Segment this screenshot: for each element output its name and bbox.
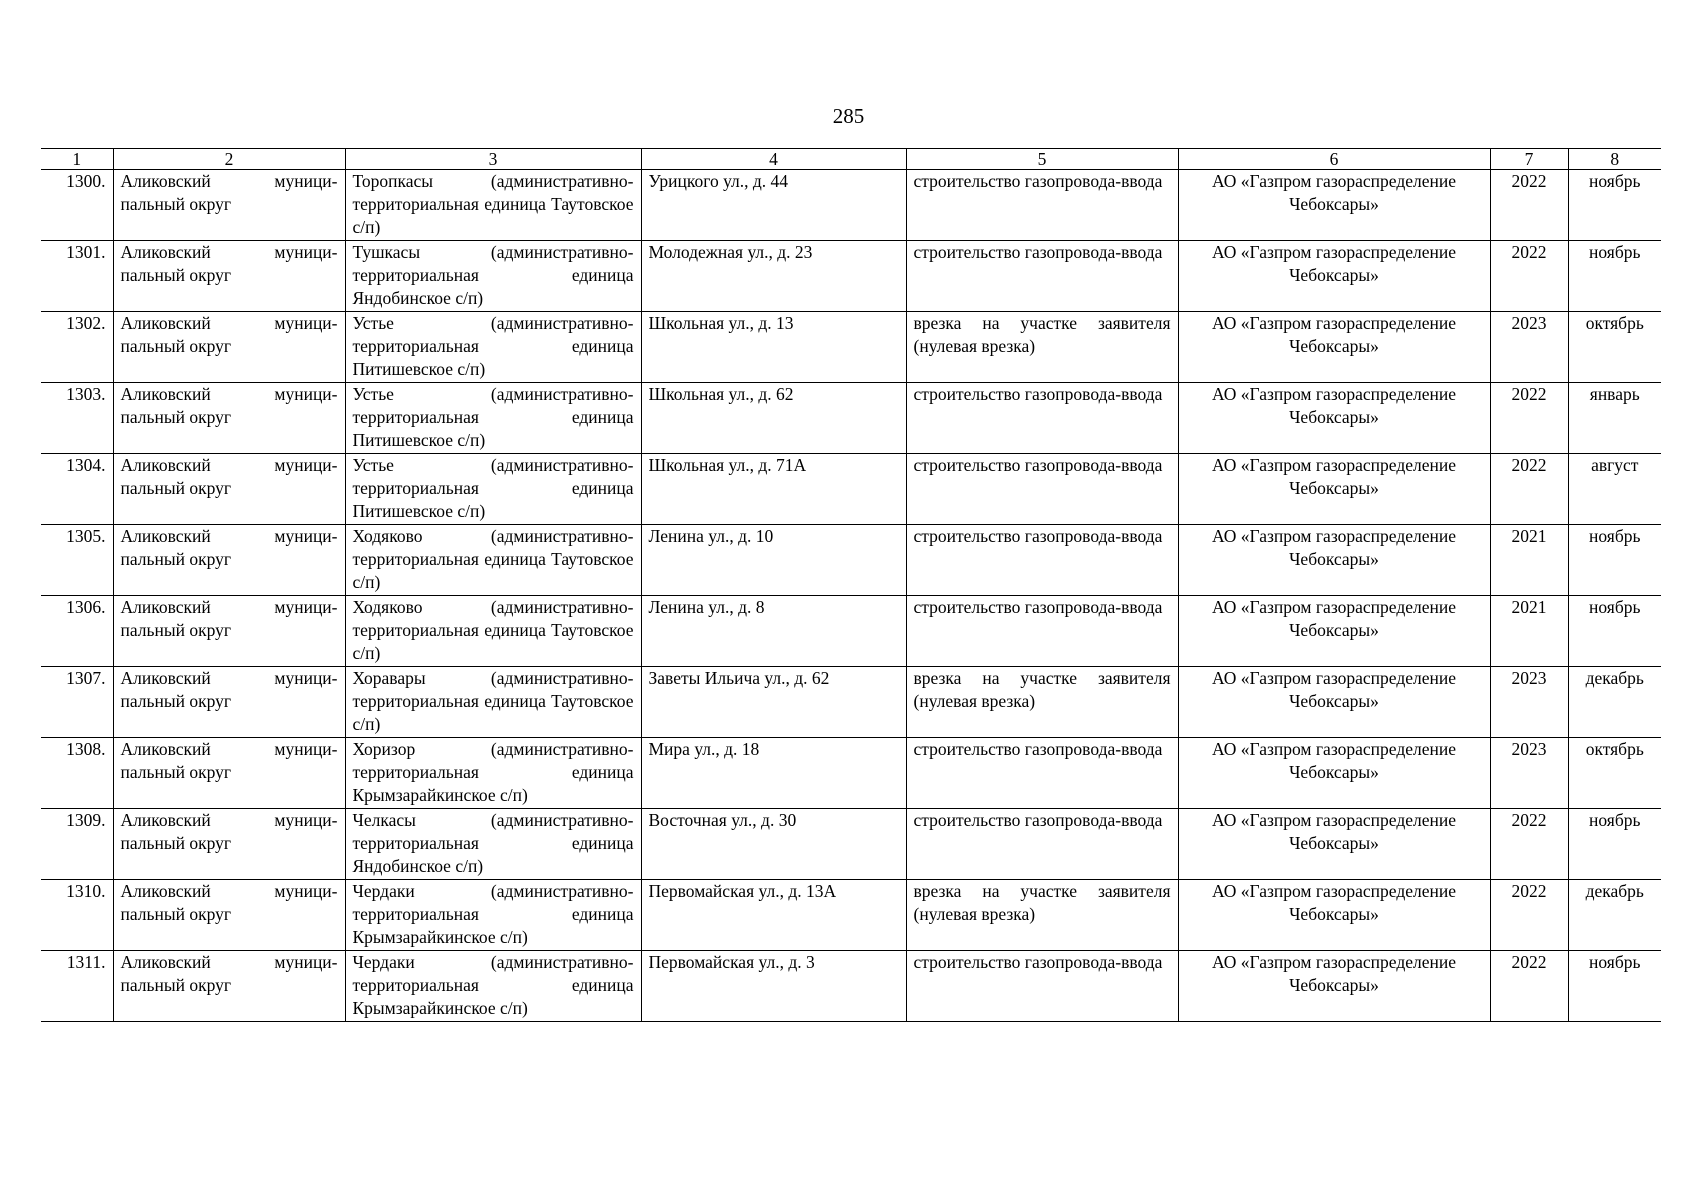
- row-number: 1305.: [41, 525, 113, 596]
- address-cell: Первомайская ул., д. 13А: [641, 880, 906, 951]
- organization-cell: АО «Газпром газораспределение Чебоксары»: [1178, 880, 1490, 951]
- gasification-table: [41, 148, 1661, 1022]
- district-cell: Аликовский муници-пальный округ: [113, 454, 345, 525]
- table-row: [41, 667, 1661, 738]
- year-cell: 2022: [1490, 880, 1568, 951]
- address-cell: Первомайская ул., д. 3: [641, 951, 906, 1022]
- work-type-cell: строительство газопровода-ввода: [906, 738, 1178, 809]
- table-row: [41, 596, 1661, 667]
- work-type-cell: строительство газопровода-ввода: [906, 596, 1178, 667]
- table-row: [41, 809, 1661, 880]
- organization-cell: АО «Газпром газораспределение Чебоксары»: [1178, 596, 1490, 667]
- address-cell: Урицкого ул., д. 44: [641, 170, 906, 241]
- month-cell: ноябрь: [1568, 951, 1661, 1022]
- district-cell: Аликовский муници-пальный округ: [113, 241, 345, 312]
- month-cell: декабрь: [1568, 667, 1661, 738]
- year-cell: 2022: [1490, 241, 1568, 312]
- organization-cell: АО «Газпром газораспределение Чебоксары»: [1178, 241, 1490, 312]
- organization-cell: АО «Газпром газораспределение Чебоксары»: [1178, 454, 1490, 525]
- settlement-cell: Хоризор (административно-территориальная единица Крымзарайкинское с/п): [345, 738, 641, 809]
- month-cell: октябрь: [1568, 738, 1661, 809]
- table-row: [41, 525, 1661, 596]
- address-cell: Ленина ул., д. 10: [641, 525, 906, 596]
- organization-cell: АО «Газпром газораспределение Чебоксары»: [1178, 170, 1490, 241]
- district-cell: Аликовский муници-пальный округ: [113, 170, 345, 241]
- address-cell: Ленина ул., д. 8: [641, 596, 906, 667]
- address-cell: Школьная ул., д. 13: [641, 312, 906, 383]
- year-cell: 2023: [1490, 312, 1568, 383]
- work-type-cell: врезка на участке заявителя (нулевая врезка): [906, 312, 1178, 383]
- organization-cell: АО «Газпром газораспределение Чебоксары»: [1178, 667, 1490, 738]
- address-cell: Мира ул., д. 18: [641, 738, 906, 809]
- month-cell: январь: [1568, 383, 1661, 454]
- organization-cell: АО «Газпром газораспределение Чебоксары»: [1178, 809, 1490, 880]
- column-header: 3: [345, 149, 641, 170]
- table-row: [41, 312, 1661, 383]
- settlement-cell: Торопкасы (административно-территориальная единица Таутовское с/п): [345, 170, 641, 241]
- table-row: [41, 454, 1661, 525]
- row-number: 1302.: [41, 312, 113, 383]
- column-header: 5: [906, 149, 1178, 170]
- year-cell: 2022: [1490, 454, 1568, 525]
- month-cell: ноябрь: [1568, 596, 1661, 667]
- work-type-cell: строительство газопровода-ввода: [906, 454, 1178, 525]
- settlement-cell: Чердаки (административно-территориальная единица Крымзарайкинское с/п): [345, 951, 641, 1022]
- month-cell: ноябрь: [1568, 525, 1661, 596]
- district-cell: Аликовский муници-пальный округ: [113, 738, 345, 809]
- organization-cell: АО «Газпром газораспределение Чебоксары»: [1178, 525, 1490, 596]
- organization-cell: АО «Газпром газораспределение Чебоксары»: [1178, 951, 1490, 1022]
- settlement-cell: Чердаки (административно-территориальная единица Крымзарайкинское с/п): [345, 880, 641, 951]
- work-type-cell: строительство газопровода-ввода: [906, 170, 1178, 241]
- table-row: [41, 738, 1661, 809]
- organization-cell: АО «Газпром газораспределение Чебоксары»: [1178, 738, 1490, 809]
- month-cell: декабрь: [1568, 880, 1661, 951]
- month-cell: ноябрь: [1568, 241, 1661, 312]
- district-cell: Аликовский муници-пальный округ: [113, 880, 345, 951]
- year-cell: 2021: [1490, 596, 1568, 667]
- column-header: 2: [113, 149, 345, 170]
- month-cell: ноябрь: [1568, 809, 1661, 880]
- column-numbers-row: [41, 149, 1661, 170]
- year-cell: 2023: [1490, 667, 1568, 738]
- row-number: 1311.: [41, 951, 113, 1022]
- row-number: 1310.: [41, 880, 113, 951]
- year-cell: 2021: [1490, 525, 1568, 596]
- district-cell: Аликовский муници-пальный округ: [113, 667, 345, 738]
- address-cell: Восточная ул., д. 30: [641, 809, 906, 880]
- year-cell: 2023: [1490, 738, 1568, 809]
- column-header: 1: [41, 149, 113, 170]
- year-cell: 2022: [1490, 170, 1568, 241]
- work-type-cell: строительство газопровода-ввода: [906, 525, 1178, 596]
- district-cell: Аликовский муници-пальный округ: [113, 383, 345, 454]
- row-number: 1303.: [41, 383, 113, 454]
- settlement-cell: Тушкасы (административно-территориальная единица Яндобинское с/п): [345, 241, 641, 312]
- work-type-cell: строительство газопровода-ввода: [906, 383, 1178, 454]
- row-number: 1304.: [41, 454, 113, 525]
- settlement-cell: Ходяково (административно-территориальная единица Таутовское с/п): [345, 525, 641, 596]
- year-cell: 2022: [1490, 951, 1568, 1022]
- column-header: 8: [1568, 149, 1661, 170]
- settlement-cell: Хоравары (административно-территориальная единица Таутовское с/п): [345, 667, 641, 738]
- year-cell: 2022: [1490, 809, 1568, 880]
- table-row: [41, 170, 1661, 241]
- settlement-cell: Челкасы (административно-территориальная единица Яндобинское с/п): [345, 809, 641, 880]
- district-cell: Аликовский муници-пальный округ: [113, 525, 345, 596]
- table-row: [41, 241, 1661, 312]
- organization-cell: АО «Газпром газораспределение Чебоксары»: [1178, 383, 1490, 454]
- table-row: [41, 880, 1661, 951]
- address-cell: Школьная ул., д. 62: [641, 383, 906, 454]
- row-number: 1308.: [41, 738, 113, 809]
- row-number: 1309.: [41, 809, 113, 880]
- month-cell: ноябрь: [1568, 170, 1661, 241]
- work-type-cell: строительство газопровода-ввода: [906, 241, 1178, 312]
- address-cell: Заветы Ильича ул., д. 62: [641, 667, 906, 738]
- table-row: [41, 951, 1661, 1022]
- address-cell: Молодежная ул., д. 23: [641, 241, 906, 312]
- district-cell: Аликовский муници-пальный округ: [113, 809, 345, 880]
- row-number: 1307.: [41, 667, 113, 738]
- district-cell: Аликовский муници-пальный округ: [113, 951, 345, 1022]
- column-header: 6: [1178, 149, 1490, 170]
- work-type-cell: врезка на участке заявителя (нулевая врезка): [906, 880, 1178, 951]
- page-number: 285: [832, 104, 865, 128]
- column-header: 7: [1490, 149, 1568, 170]
- work-type-cell: врезка на участке заявителя (нулевая врезка): [906, 667, 1178, 738]
- month-cell: октябрь: [1568, 312, 1661, 383]
- district-cell: Аликовский муници-пальный округ: [113, 596, 345, 667]
- row-number: 1300.: [41, 170, 113, 241]
- settlement-cell: Устье (административно-территориальная единица Питишевское с/п): [345, 454, 641, 525]
- month-cell: август: [1568, 454, 1661, 525]
- row-number: 1306.: [41, 596, 113, 667]
- settlement-cell: Ходяково (административно-территориальная единица Таутовское с/п): [345, 596, 641, 667]
- column-header: 4: [641, 149, 906, 170]
- work-type-cell: строительство газопровода-ввода: [906, 951, 1178, 1022]
- settlement-cell: Устье (административно-территориальная единица Питишевское с/п): [345, 312, 641, 383]
- address-cell: Школьная ул., д. 71А: [641, 454, 906, 525]
- row-number: 1301.: [41, 241, 113, 312]
- organization-cell: АО «Газпром газораспределение Чебоксары»: [1178, 312, 1490, 383]
- settlement-cell: Устье (административно-территориальная единица Питишевское с/п): [345, 383, 641, 454]
- work-type-cell: строительство газопровода-ввода: [906, 809, 1178, 880]
- year-cell: 2022: [1490, 383, 1568, 454]
- table-row: [41, 383, 1661, 454]
- district-cell: Аликовский муници-пальный округ: [113, 312, 345, 383]
